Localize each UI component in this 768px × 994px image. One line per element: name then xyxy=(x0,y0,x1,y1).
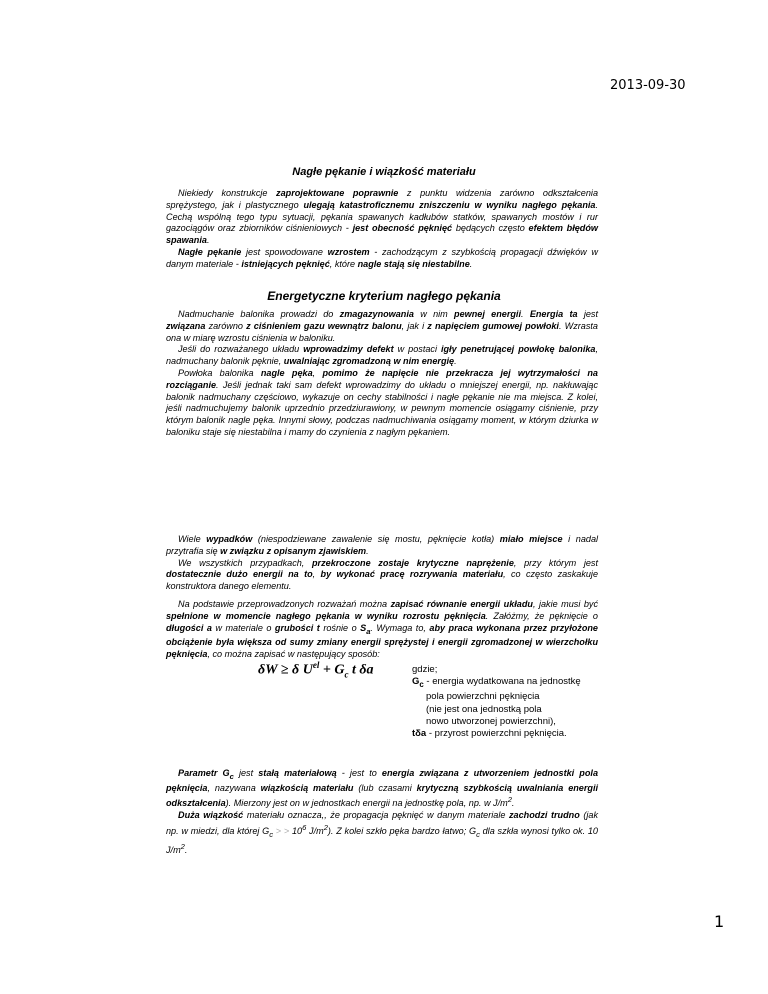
paragraph-text: Parametr $G_c$ jest stałą materiałową - jest to energia związana z utworzeniem jednostki pola pęknięcia, nazywana wiązkością materiału (lub czasami krytyczną szybkością uwalniania energii odkształcenia). Mierzony jest on w jednostkach energii na jednostkę pola, np. w $J/m^2$. xyxy=(166,768,599,809)
paragraph-text: Duża wiązkość materiału oznacza,, że propagacja pęknięć w danym materiale zachodzi trudno (jak np. w miedzi, dla której $G_c$ > > $10^6$ $J/m^2$). Z kolei szkło pęka bardzo łatwo; $G_c$ dla szkła wynosi tylko ok. 10 $J/m^2$. xyxy=(166,810,598,855)
intro-paragraph xyxy=(166,188,598,271)
paragraph-text: Nadmuchanie balonika prowadzi do zmagazynowania w nim pewnej energii. Energia ta jest związana zarówno z ciśnieniem gazu wewnątrz balonu, jak i z napięciem gumowej powłoki. Wzrasta ona w miarę wzrostu ciśnienia w baloniku. xyxy=(166,309,598,343)
legend-label: gdzie; xyxy=(412,664,438,675)
page-number: 1 xyxy=(714,912,725,931)
paragraph-text: Niekiedy konstrukcje zaprojektowane poprawnie z punktu widzenia zarówno odkształcenia sprężystego, jak i plastycznego ulegają katastroficznemu zniszczeniu w wyniku nagłego pękania. Cechą wspólną tego typu sytuacji, pękania spawanych kadłubów statków, spawanych mostów i rur gazociągów oraz zbiorników ciśnieniowych - jest obecność pęknięć będących często efektem błędów spawania. xyxy=(166,188,598,246)
legend-gc: $G_c$ - energia wydatkowana na jednostkę xyxy=(412,676,581,690)
page-date: 2013-09-30 xyxy=(610,78,686,93)
equation-legend xyxy=(412,664,581,740)
legend-line: (nie jest ona jednostką pola xyxy=(426,703,542,715)
energy-balance-paragraph xyxy=(166,599,598,661)
section-heading: Energetyczne kryterium nagłego pękania xyxy=(267,289,501,303)
legend-line: pola powierzchni pęknięcia xyxy=(426,691,540,703)
paragraph-text: Wiele wypadków (niespodziewane zawalenie się mostu, pęknięcie kotła) miało miejsce i nadal przytrafia się w związku z opisanym zjawiskiem. xyxy=(166,534,599,556)
paragraph-text: Nagłe pękanie jest spowodowane wzrostem - zachodzącym z szybkością propagacji dźwięków w danym materiale - istniejących pęknięć, które nagle stają się niestabilne. xyxy=(166,246,598,269)
paragraph-text: Na podstawie przeprowadzonych rozważań można zapisać równanie energii układu, jakie musi być spełnione w momencie nagłego pękania w wyniku rozrostu pęknięcia. Załóżmy, że pęknięcie o długości a w materiale o grubości t rośnie o $S_a$. Wymaga to, aby praca wykonana przez przyłożone obciążenie była większa od sumy zmiany energii sprężystej i energii zgromadzonej w wierzchołku pęknięcia, co można zapisać w następujący sposób: xyxy=(166,599,599,659)
paragraph-text: Jeśli do rozważanego układu wprowadzimy defekt w postaci igły penetrującej powłokę balonika, nadmuchany balonik pęknie, uwalniając zgromadzoną w nim energię. xyxy=(166,344,598,367)
energy-equation: δW ≥ δ $U^{el} + G_c$ t δa xyxy=(258,660,374,680)
paragraph-text: We wszystkich przypadkach, przekroczone zostaje krytyczne naprężenie, przy którym jest dostatecznie dużo energii na to, by wykonać pracę rozrywania materiału, co często zaskakuje konstruktora danego elementu. xyxy=(166,557,599,592)
legend-line: nowo utworzonej powierzchni), xyxy=(426,715,556,727)
document-title: Nagłe pękanie i wiązkość materiału xyxy=(292,166,476,178)
paragraph-text: Powłoka balonika nagle pęka, pomimo że napięcie nie przekracza jej wytrzymałości na rozciąganie. Jeśli jednak taki sam defekt wprowadzimy do układu o mniejszej energii, np. nakłuwając balonik nadmuchany częściowo, wykazuje on cechy stabilności i nagłe pękanie nie ma miejsca. Z kolei, jeśli nadmuchujemy balonik uprzednio przedziurawiony, w pewnym momencie osiągamy ciśnienie, przy którym balonik nagle pęka. Innymi słowy, podczas nadmuchiwania osiągamy moment, w którym dziurka w baloniku staje się niestabilna i mamy do czynienia z nagłym pękaniem. xyxy=(166,367,598,437)
accidents-paragraph xyxy=(166,534,598,593)
legend-tda: tδa - przyrost powierzchni pęknięcia. xyxy=(412,727,567,739)
toughness-paragraph xyxy=(166,768,598,857)
balloon-paragraph xyxy=(166,309,598,439)
